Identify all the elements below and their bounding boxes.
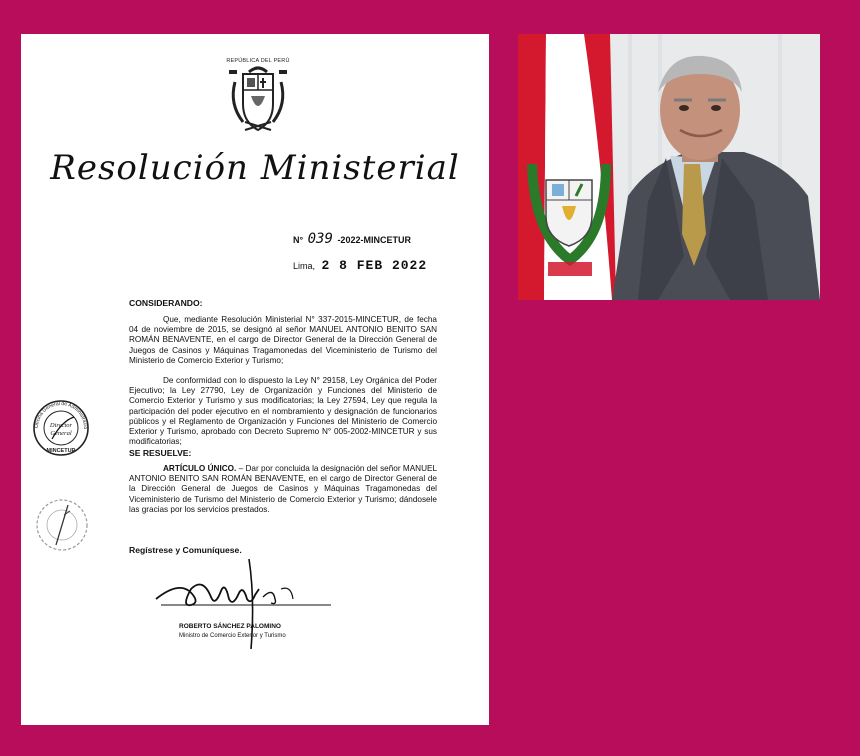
closing-text: Regístrese y Comuníquese. bbox=[129, 545, 242, 555]
resolution-date bbox=[293, 258, 427, 273]
date-stamp: 2 8 FEB 2022 bbox=[321, 258, 428, 273]
number-prefix: N° bbox=[293, 235, 304, 245]
paragraph-1: Que, mediante Resolución Ministerial N° 337-2015-MINCETUR, de fecha 04 de noviembre de 2015, se designó al señor MANUEL ANTONIO BENITO SAN ROMÁN BENAVENTE, en el cargo de Director General de la Dirección General de Juegos de Casinos y Máquinas Tragamonedas del Viceministerio de Turismo del Ministerio de Comercio Exterior y Turismo; bbox=[129, 315, 437, 365]
date-prefix: Lima, bbox=[293, 261, 316, 271]
paragraph-2: De conformidad con lo dispuesto la Ley N° 29158, Ley Orgánica del Poder Ejecutivo; la Ley 27790, Ley de Organización y Funciones del Ministerio de Comercio Exterior y Turismo y sus modificatorias; la Ley 27594, Ley que regula la participación del poder ejecutivo en el nombramiento y designación de funcionarios públicos y el Reglamento de Organización y Funciones del Ministerio de Comercio Exterior y Turismo, aprobado con Decreto Supremo N° 005-2002-MINCETUR y sus modificatorias; bbox=[129, 376, 437, 447]
resolution-number bbox=[293, 231, 411, 247]
number-suffix: -2022-MINCETUR bbox=[337, 235, 411, 245]
peru-flag-icon bbox=[518, 34, 616, 300]
signer-title: Ministro de Comercio Exterior y Turismo bbox=[179, 633, 286, 639]
number-handwritten: 039 bbox=[307, 231, 333, 247]
portrait-image bbox=[518, 34, 820, 300]
seal-outer-text: Oficina General de Administració bbox=[33, 400, 89, 430]
considerando-heading: CONSIDERANDO: bbox=[129, 298, 203, 308]
article-label: ARTÍCULO ÚNICO. bbox=[163, 464, 237, 473]
official-portrait-photo bbox=[518, 34, 820, 300]
resolution-document bbox=[21, 34, 489, 725]
faded-stamp bbox=[34, 495, 90, 555]
seal-bottom-text: MINCETUR bbox=[46, 448, 76, 454]
seal-center-line2: General bbox=[50, 430, 72, 437]
document-title: Resolución Ministerial bbox=[50, 148, 460, 188]
signer-name: ROBERTO SÁNCHEZ PALOMINO bbox=[179, 623, 281, 630]
article-text: – Dar por concluida la designación del señor MANUEL ANTONIO BENITO SAN ROMÁN BENAVENTE, en el cargo de Director General de la Dirección General de Juegos de Casinos y Máquinas Tragamonedas del Viceministerio de Turismo del Ministerio de Comercio Exterior y Turismo; dándosele las gracias por los servicios prestados. bbox=[129, 464, 437, 514]
peru-coat-of-arms-icon bbox=[223, 60, 293, 136]
seal-center-line1: Director bbox=[49, 422, 73, 429]
handwritten-signature bbox=[151, 559, 341, 659]
resuelve-heading: SE RESUELVE: bbox=[129, 448, 192, 458]
article-paragraph bbox=[129, 464, 437, 515]
director-seal-stamp bbox=[32, 399, 90, 457]
emblem-caption: REPÚBLICA DEL PERÚ bbox=[226, 58, 290, 64]
